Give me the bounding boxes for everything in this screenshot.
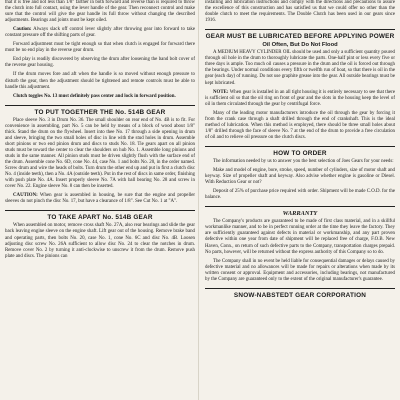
adjustment-paragraph: that it is free and not less than 1/8" farther in both forward and reverse than is required to throw the clutch into full contact, using the lever handle of the gear. Then reconnect control and make sure that the control will give the gear handle its full throw without changing the described adjustments. Bearings and joints must be kept oiled. (5, 0, 195, 24)
note-label: NOTE: (213, 89, 229, 95)
assembly-paragraph: Place sleeve No. 3 in Drum No. 36. The small shoulder on rear end of No. 4B is to fit. For convenience in assembling, part No. 5 can be held by means of a block of wood about 1/8" thick. Stand the drum on the flywheel. Insert into thee No. 17 through a side opening in drum and sleeve, bringing the two small holes of disc in line with the stud holes in drum. Assemble short pinions or two end pinion drum and discs to studs No. 18. Tie gears apart on all pinion studs must be toward the center to clear the shoulders on hub No. 1. Assemble long pinions and studs in the same manner. All pinion studs must be driven slightly flush with the surface end of the drum. Assemble cone No. 6D, cone No. 44, case No. 1 and bolts No. 20, in the order named. Screw drum and wire the heads of bolts. Turn drum the other end up and put in first a clutch disc No. 4 (inside teeth), then a No. 4A (outside teeth). Put in the rest of discs in same order, finishing with push plate No. 4A. Insert properly sleeve No. 7A with ball bearing No. 28 and screw in cover No. 22. Engine sleeve No. 8 can then be inserted. (5, 117, 195, 190)
disassembly-paragraph: When assembled on motor, remove cross shaft No. 27A, also rear bearings and slide the gear back leaving engine sleeve on the engine shaft. Lift gear out of the housing. Remove brake band and operating parts, then bolts No. 20, case No. 1, cone No. 6C and disc No. 4B. Loosen adjusting disc screw No. 26A sufficient to allow disc No. 24 to clear the notches in drum. Remove cover No. 2 by turning it anti-clockwise to unscrew it from the drum. Remove push plate and discs. The pinions can (5, 223, 195, 259)
caution-label-2: CAUTION: (13, 193, 38, 199)
section-divider (205, 146, 395, 147)
left-column (5, 0, 195, 400)
double-clutch-paragraph: installing and lubrication instructions and comply with the directions and precautions to assure the excellence of this construction and has satisfied us that we could offer no other than the double clutch to meet the requirements. The Double Clutch has been used in our gears since 1916. (205, 0, 395, 24)
heading-put-together: TO PUT TOGETHER THE No. 514B GEAR (34, 108, 166, 116)
note-paragraph (205, 90, 395, 108)
heading-warranty: WARRANTY (282, 210, 318, 218)
forward-adjustment-paragraph: Forward adjustment must be tight enough so that when clutch is engaged for forward there must be no end play in the reverse gear drum. (5, 42, 195, 54)
section-divider (205, 29, 395, 30)
note-text: When gear is installed in an all tight housing it is entirely necessary to see that there is sufficient oil so that the oil ring on front of gear and the slots in the housing keep the level of oil in them circulated through the gear by centrifugal force. (205, 89, 395, 107)
caution-label: Caution: (13, 27, 32, 33)
section-divider (5, 210, 195, 211)
heading-take-apart: TO TAKE APART No. 514B GEAR (47, 214, 153, 222)
liability-paragraph: The Company shall in no event be held liable for consequential damages or delays caused by defective material and no allowances will be made for repairs or alterations when made by its written consent or approval. Equipment and accessories, including bearings, not manufactured by the Company are guaranteed only to the extent of the original manufacturer's guarantee. (205, 258, 395, 282)
caution-text: Always slack off control lever slightly after throwing gear into forward to take constant pressure off the shifting parts of gear. (5, 27, 195, 39)
drum-movement-paragraph: If the drum moves fore and aft when the handle is so moved without enough pressure to disturb the gear, then the adjustment should be tightened and remote controls must be able to handle this adjustment. (5, 72, 195, 90)
heading-how-to-order: HOW TO ORDER (273, 149, 327, 157)
order-details-paragraph: Make and model of engine, bore, stroke, speed, number of cylinders, size of motor shaft and keyway. Size of propeller shaft and keyway. Also advise whether engine is gasoline or Diesel. With Reduction Gear or not? (205, 168, 395, 186)
clutch-toggle-note: Clutch toggles No. 13 must definitely pass center and lock in forward position. (13, 93, 176, 99)
right-column (205, 0, 395, 400)
deposit-paragraph: Deposit of 25% of purchase price required with order. Shipment will be made C.O.D. for the balance. (205, 189, 395, 201)
caution-text-2: When gear is assembled in housing, be sure that the engine and propeller sleeves do not pinch the disc No. 17, but have a clearance of 1/8". See Cut No. 1 at "A". (5, 193, 195, 205)
subheading-oil-often: Oil Often, But Do Not Flood (262, 42, 338, 49)
order-intro-paragraph: The information needed by us to answer you the best selection of Joes Gears for your needs: (213, 158, 394, 164)
caution-assembled-paragraph (5, 193, 195, 205)
lubrication-method-paragraph: Many of the leading motor manufacturers introduce the oil through the gear by forcing it from the crank case through a shaft drilled through the end of crankshaft. This is the ideal method of lubrication. When this method is employed, there should be three small holes about 1/8" drilled through the face of sleeve No. 7 at the end of the drum to provide a free circulation of oil and to relieve oil pressure on the clutch discs. (205, 110, 395, 140)
column-gutter (198, 0, 199, 400)
caution-paragraph (5, 27, 195, 39)
warranty-paragraph: The Company's products are guaranteed to be made of first class material, and in a skillful workmanlike manner, and to be in perfect running order at the time they leave the factory. They are sufficiently guaranteed against defects in material or workmanship, and any part proven defective within one year from date of shipment will be replaced free of charge, F.O.B. New Haven, Conn., on return of such defective parts to the Company, transportation charges prepaid. No parts, however, will be returned without the express authority of this Company so to do. (205, 219, 395, 255)
section-divider (205, 206, 395, 207)
company-name-footer: SNOW-NABSTEDT GEAR CORPORATION (233, 291, 367, 299)
section-divider (205, 288, 395, 289)
end-play-paragraph: End play is readily discovered by observing the drum after loosening the band bolt cover of the reverse gear housing. (5, 57, 195, 69)
oil-paragraph: A MEDIUM HEAVY CYLINDER OIL should be used and only a sufficient quantity poured through oil hole in the drum to thoroughly lubricate the parts. One-half pint or less every five or three days is ample. Too much oil causes a pressure in the drum and the oil is forced out through the bearings. Under normal conditions every fifth or twelfth run of boat, so that there is oil in the gear (each day) of running. Do not use graphite grease into the gear. All outside bearings must be kept lubricated. (205, 50, 395, 86)
heading-lubricated: GEAR MUST BE LUBRICATED BEFORE APPLYING POWER (205, 33, 395, 41)
section-divider (5, 105, 195, 106)
